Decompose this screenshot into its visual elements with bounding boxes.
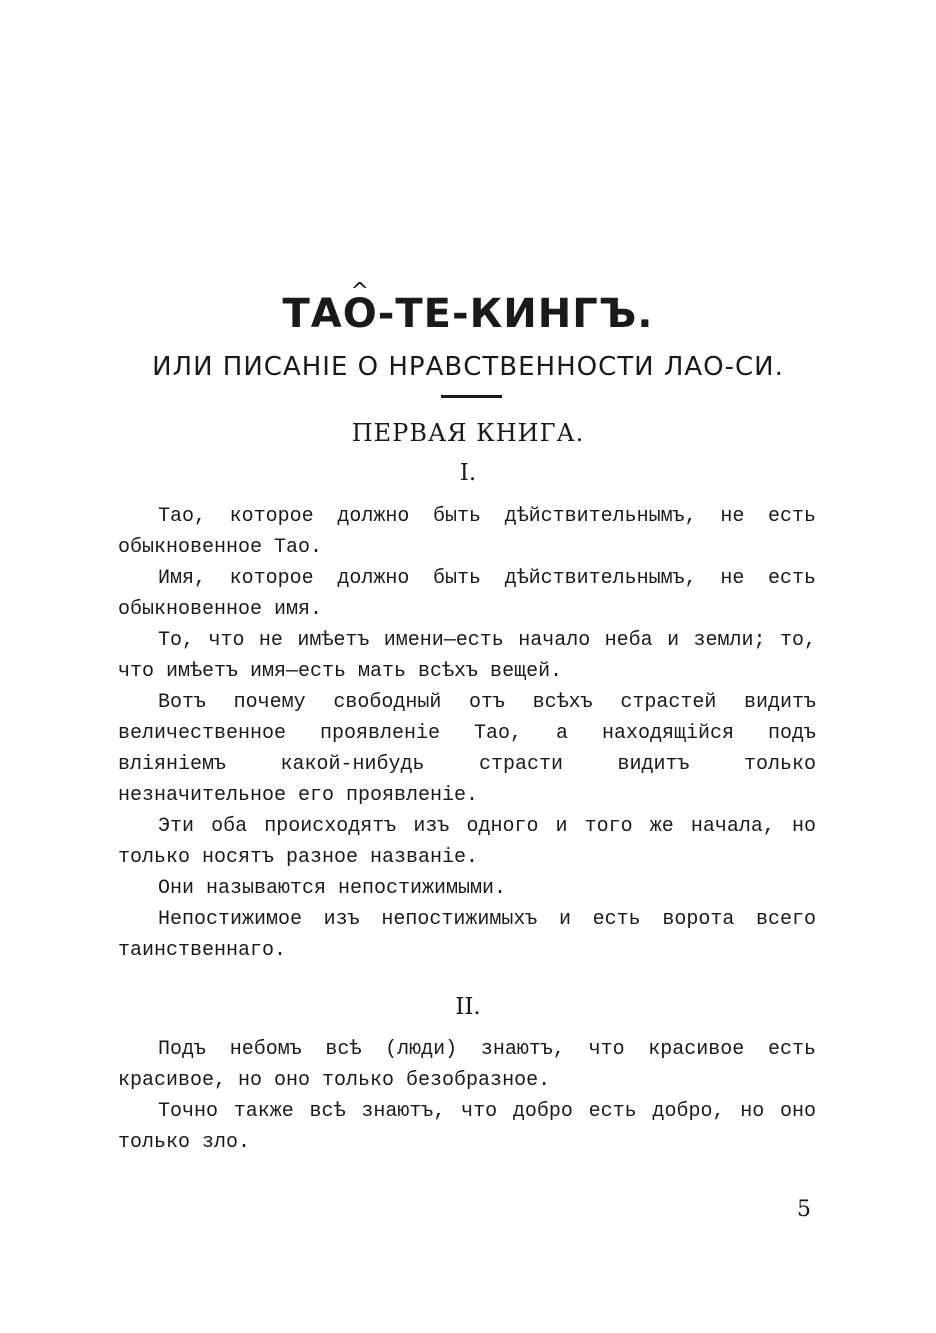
- chapter-1-text: [118, 501, 816, 966]
- page-subtitle: ИЛИ ПИСАНІЕ О НРАВСТВЕННОСТИ ЛАО-СИ.: [152, 352, 784, 382]
- title-divider: [441, 395, 502, 398]
- page-title: [0, 290, 936, 338]
- paragraph: То, что не имѣетъ имени—есть начало неба и земли; то, что имѣетъ имя—есть мать всѣхъ вещей.: [118, 629, 816, 683]
- title-start: ТА: [282, 291, 343, 337]
- chapter-2-text: [118, 1034, 816, 1158]
- page-number: 5: [797, 1197, 811, 1222]
- paragraph: Тао, которое должно быть дѣйствительнымъ, не есть обыкновенное Тао.: [118, 505, 816, 559]
- paragraph: Точно также всѣ знаютъ, что добро есть добро, но оно только зло.: [118, 1100, 816, 1154]
- paragraph: Вотъ почему свободный отъ всѣхъ страстей видитъ величественное проявленіе Тао, а находящійся подъ вліяніемъ какой-нибудь страсти видитъ только незначительное его проявленіе.: [118, 691, 816, 807]
- paragraph: Подъ небомъ всѣ (люди) знаютъ, что красивое есть красивое, но оно только безобразное.: [118, 1038, 816, 1092]
- title-end: -ТЕ-КИНГЪ.: [377, 291, 654, 337]
- chapter-heading-2: II.: [455, 994, 481, 1020]
- paragraph: Непостижимое изъ непостижимыхъ и есть ворота всего таинственнаго.: [118, 908, 816, 962]
- paragraph: Они называются непостижимыми.: [158, 877, 507, 900]
- title-accent-letter: ^ О: [343, 290, 378, 338]
- chapter-heading-1: I.: [459, 460, 477, 486]
- paragraph: Эти оба происходятъ изъ одного и того же начала, но только носятъ разное названіе.: [118, 815, 816, 869]
- book-heading: ПЕРВАЯ КНИГА.: [351, 419, 585, 447]
- paragraph: Имя, которое должно быть дѣйствительнымъ, не есть обыкновенное имя.: [118, 567, 816, 621]
